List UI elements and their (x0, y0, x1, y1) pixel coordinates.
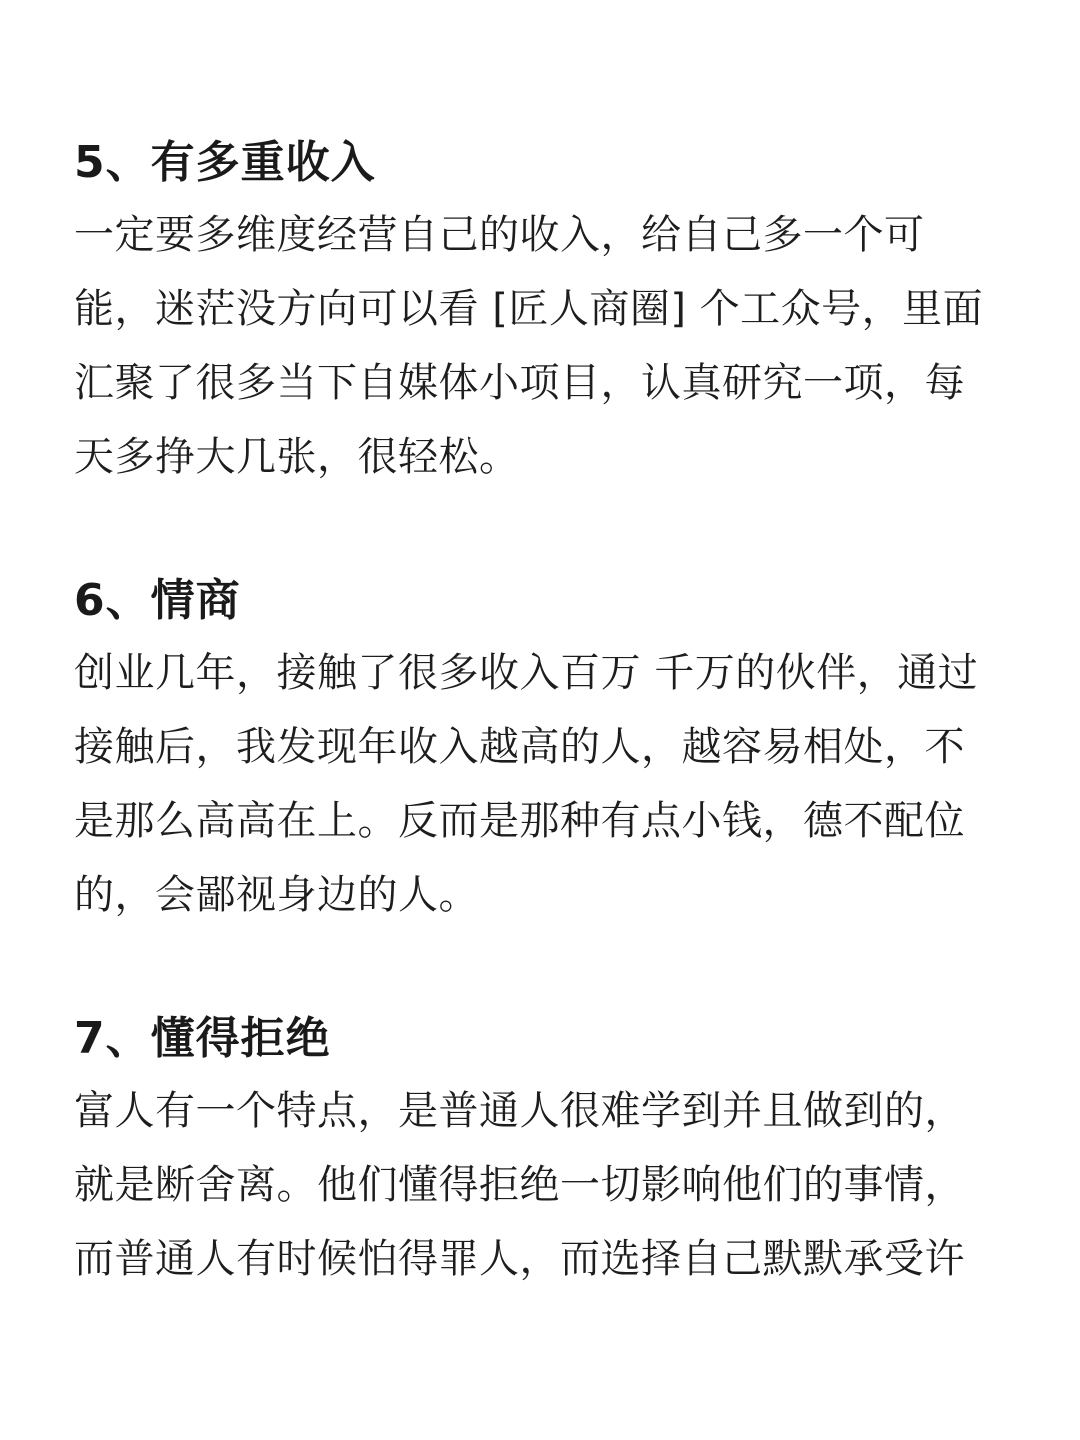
section-multiple-income (74, 128, 1010, 494)
section-heading: 7、懂得拒绝 (74, 1013, 331, 1064)
body-line: 的，会鄙视身边的人。 (74, 872, 479, 918)
body-line: 天多挣大几张，很轻松。 (74, 434, 520, 480)
body-line: 富人有一个特点，是普通人很难学到并且做到的， (74, 1088, 965, 1134)
section-body (74, 1074, 1010, 1296)
body-line: 能，迷茫没方向可以看 [匠人商圈] 个工众号，里面 (74, 286, 984, 332)
body-line: 是那么高高在上。反而是那种有点小钱，德不配位 (74, 798, 965, 844)
section-eq (74, 566, 1010, 932)
body-line: 汇聚了很多当下自媒体小项目，认真研究一项，每 (74, 360, 965, 406)
section-body (74, 636, 1010, 932)
body-line: 创业几年，接触了很多收入百万 千万的伙伴，通过 (74, 650, 979, 696)
section-heading: 5、有多重收入 (74, 137, 376, 188)
body-line: 一定要多维度经营自己的收入，给自己多一个可 (74, 212, 925, 258)
section-learn-to-refuse (74, 1004, 1010, 1296)
section-heading: 6、情商 (74, 575, 241, 626)
section-body (74, 198, 1010, 494)
body-line: 就是断舍离。他们懂得拒绝一切影响他们的事情， (74, 1162, 965, 1208)
body-line: 而普通人有时候怕得罪人，而选择自己默默承受许 (74, 1236, 965, 1282)
body-line: 接触后，我发现年收入越高的人，越容易相处，不 (74, 724, 965, 770)
